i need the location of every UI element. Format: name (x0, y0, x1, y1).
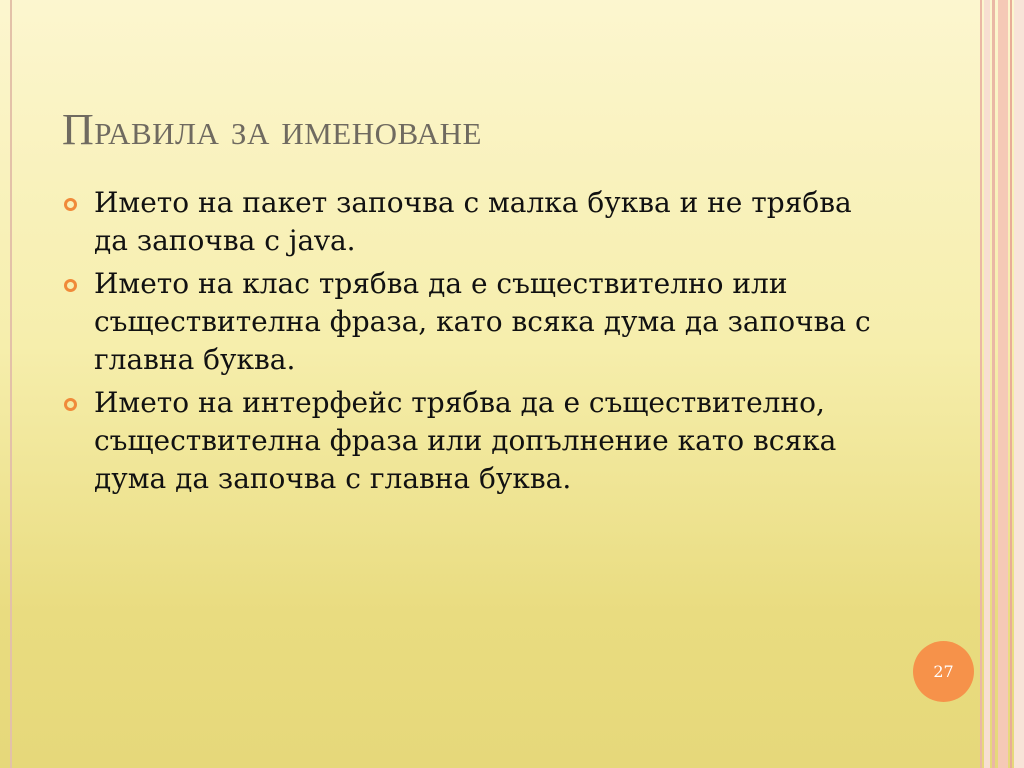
border-stripe (998, 0, 1008, 768)
border-stripe (1014, 0, 1024, 768)
left-border-line (10, 0, 12, 768)
bullet-text: Името на интерфейс трябва да е съществително, съществителна фраза или допълнение като всяка дума да започва с главна буква. (94, 386, 837, 495)
slide-number: 27 (933, 662, 954, 681)
bullet-text: Името на пакет започва с малка буква и не трябва да започва с java. (94, 186, 852, 257)
right-decorative-border (980, 0, 1024, 768)
bullet-circle-icon (64, 398, 77, 411)
bullet-item (62, 265, 882, 379)
border-stripe (980, 0, 982, 768)
bullet-item (62, 184, 882, 260)
slide-number-badge (913, 641, 974, 702)
border-stripe (984, 0, 990, 768)
bullet-item (62, 384, 882, 498)
bullet-list (62, 184, 882, 503)
border-stripe (1010, 0, 1012, 768)
bullet-circle-icon (64, 279, 77, 292)
bullet-text: Името на клас трябва да е съществително или съществителна фраза, като всяка дума да започва с главна буква. (94, 267, 871, 376)
bullet-circle-icon (64, 198, 77, 211)
border-stripe (992, 0, 995, 768)
slide-title: Правила за именоване (62, 105, 482, 154)
